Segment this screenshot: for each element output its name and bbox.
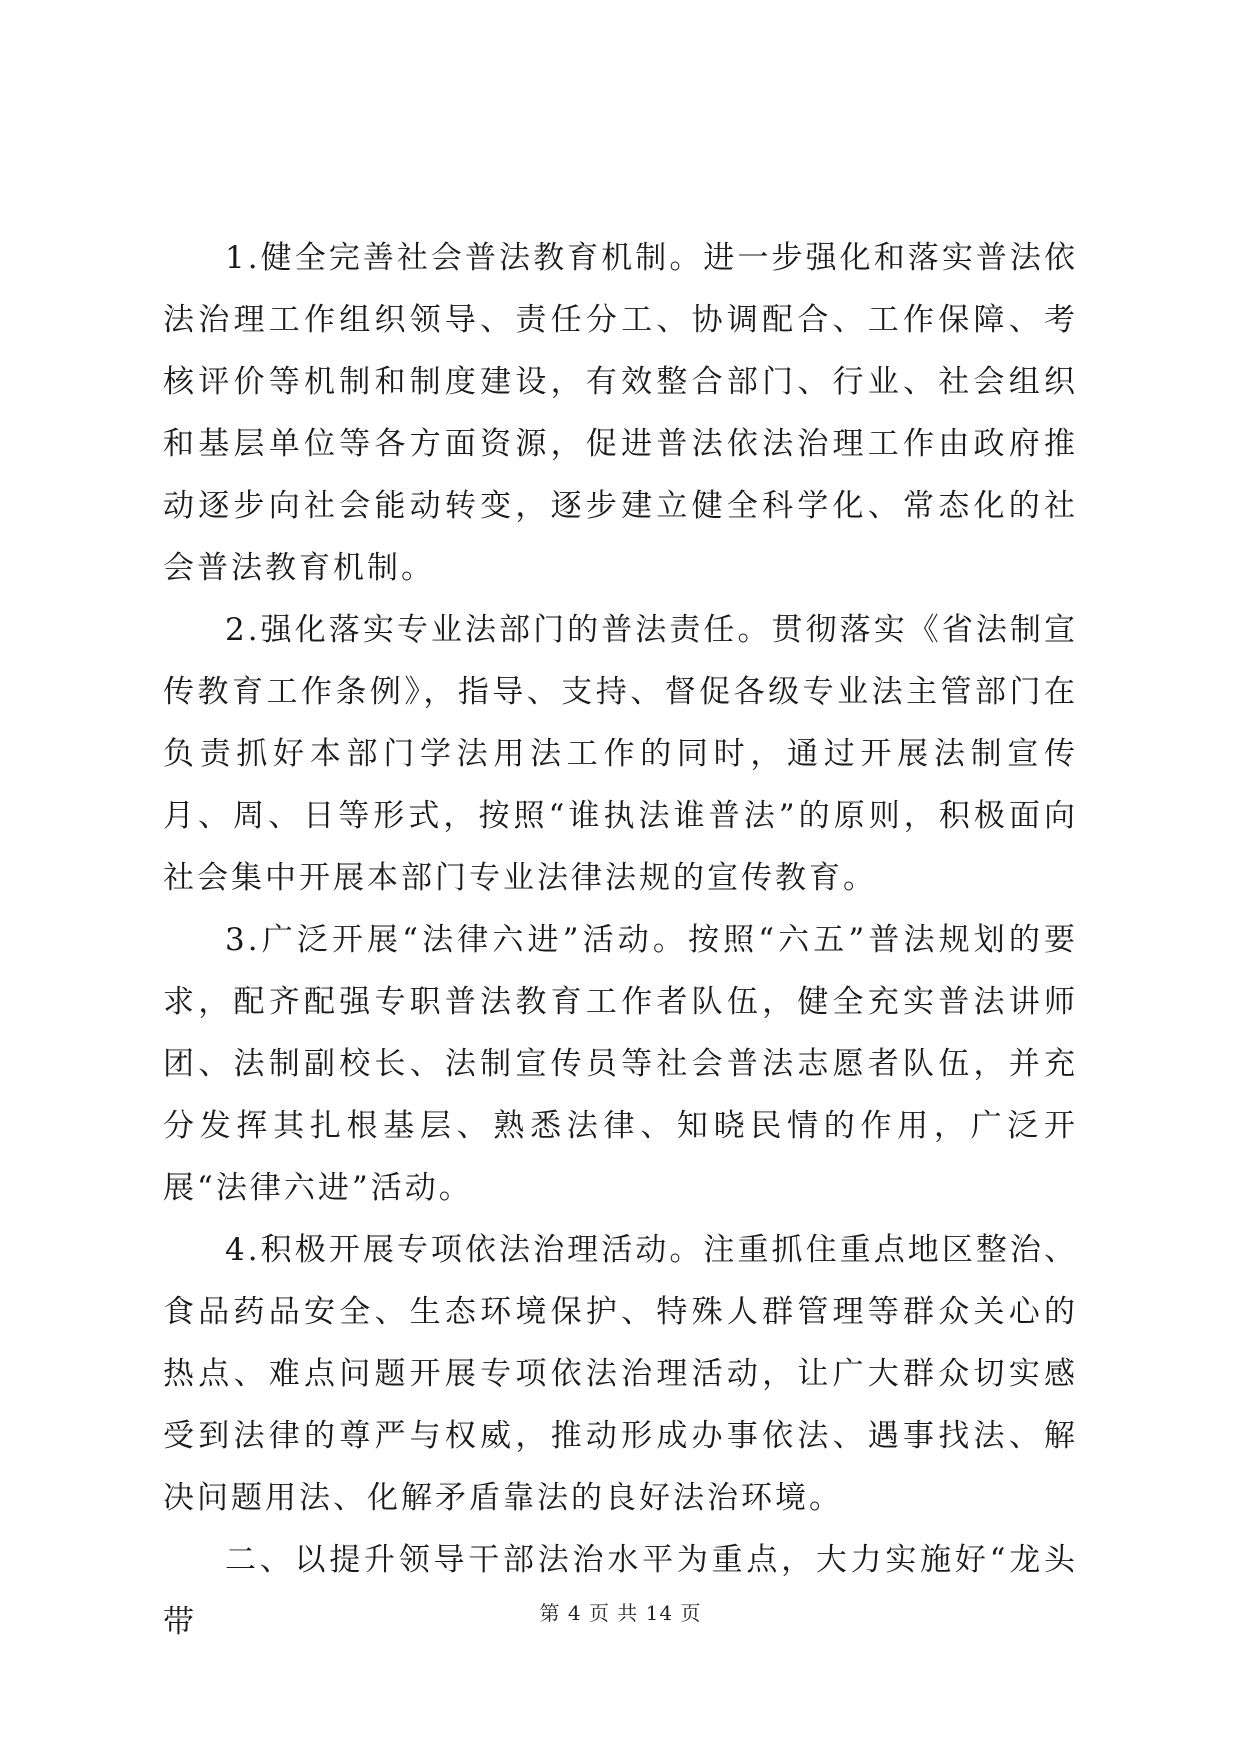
paragraph-4: 4.积极开展专项依法治理活动。注重抓住重点地区整治、食品药品安全、生态环境保护、特殊人群管理等群众关心的热点、难点问题开展专项依法治理活动，让广大群众切实感受到法律的尊严与权威，推动形成办事依法、遇事找法、解决问题用法、化解矛盾靠法的良好法治环境。 <box>163 1232 1078 1516</box>
document-body <box>163 227 1078 1653</box>
paragraph-2: 2.强化落实专业法部门的普法责任。贯彻落实《省法制宣传教育工作条例》，指导、支持、督促各级专业法主管部门在负责抓好本部门学法用法工作的同时，通过开展法制宣传月、周、日等形式，按照“谁执法谁普法”的原则，积极面向社会集中开展本部门专业法律法规的宣传教育。 <box>163 612 1078 896</box>
page-footer: 第 4 页 共 14 页 <box>539 1601 702 1625</box>
paragraph-3: 3.广泛开展“法律六进”活动。按照“六五”普法规划的要求，配齐配强专职普法教育工作者队伍，健全充实普法讲师团、法制副校长、法制宣传员等社会普法志愿者队伍，并充分发挥其扎根基层、熟悉法律、知晓民情的作用，广泛开展“法律六进”活动。 <box>163 922 1078 1206</box>
paragraph-5: 二、以提升领导干部法治水平为重点，大力实施好“龙头带 <box>163 1542 1078 1640</box>
paragraph-1: 1.健全完善社会普法教育机制。进一步强化和落实普法依法治理工作组织领导、责任分工、协调配合、工作保障、考核评价等机制和制度建设，有效整合部门、行业、社会组织和基层单位等各方面资源，促进普法依法治理工作由政府推动逐步向社会能动转变，逐步建立健全科学化、常态化的社会普法教育机制。 <box>163 240 1078 586</box>
